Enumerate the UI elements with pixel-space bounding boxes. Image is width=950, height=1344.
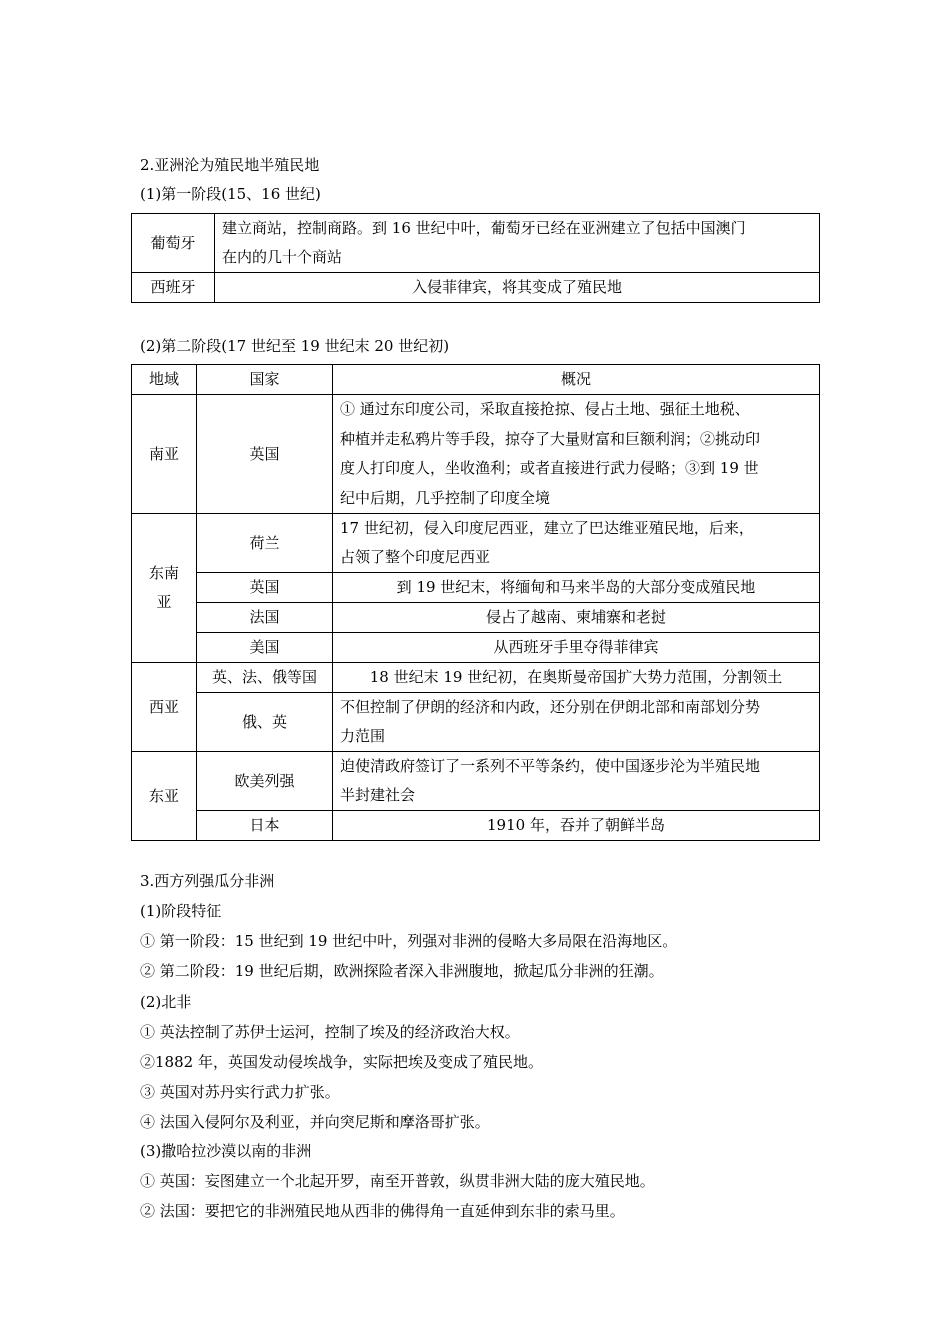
overview-line: 17 世纪初，侵入印度尼西亚，建立了巴达维亚殖民地，后来，	[340, 519, 754, 537]
paragraph-line: ① 英法控制了苏伊士运河，控制了埃及的经济政治大权。	[140, 1023, 520, 1041]
paragraph-line: ② 法国：要把它的非洲殖民地从西非的佛得角一直延伸到东非的索马里。	[140, 1202, 625, 1220]
paragraph-line: ④ 法国入侵阿尔及利亚，并向突尼斯和摩洛哥扩张。	[140, 1113, 490, 1131]
paragraph-line: (2)北非	[140, 993, 192, 1011]
overview-cell	[333, 693, 820, 752]
overview-line: 迫使清政府签订了一系列不平等条约，使中国逐步沦为半殖民地	[340, 757, 761, 775]
country-cell: 美国	[197, 633, 333, 663]
table-row	[132, 573, 820, 603]
table-row	[132, 603, 820, 633]
region-line: 东南	[148, 564, 179, 582]
paragraph-line: ②1882 年，英国发动侵埃战争，实际把埃及变成了殖民地。	[140, 1053, 543, 1071]
paragraph-line: ② 第二阶段：19 世纪后期，欧洲探险者深入非洲腹地，掀起瓜分非洲的狂潮。	[140, 962, 664, 980]
overview-cell	[333, 395, 820, 514]
stage1-title: (1)第一阶段(15、16 世纪)	[140, 185, 321, 203]
table-row	[132, 633, 820, 663]
overview-line: 不但控制了伊朗的经济和内政，还分别在伊朗北部和南部划分势	[340, 698, 761, 716]
table-row	[132, 273, 820, 303]
description-cell	[215, 214, 820, 273]
table-row	[132, 214, 820, 273]
paragraph-line: (1)阶段特征	[140, 902, 222, 920]
overview-cell: 1910 年，吞并了朝鲜半岛	[333, 811, 820, 841]
header-overview: 概况	[333, 365, 820, 395]
country-cell: 葡萄牙	[132, 214, 215, 273]
overview-line: 占领了整个印度尼西亚	[340, 548, 491, 566]
overview-cell: 到 19 世纪末，将缅甸和马来半岛的大部分变成殖民地	[333, 573, 820, 603]
paragraph-line: ③ 英国对苏丹实行武力扩张。	[140, 1083, 340, 1101]
header-country: 国家	[197, 365, 333, 395]
region-line: 亚	[156, 593, 172, 611]
overview-line: ① 通过东印度公司，采取直接抢掠、侵占土地、强征土地税、	[340, 400, 750, 418]
overview-cell: 18 世纪末 19 世纪初，在奥斯曼帝国扩大势力范围，分割领土	[333, 663, 820, 693]
table-row	[132, 752, 820, 811]
paragraph-line: ① 英国：妄图建立一个北起开罗，南至开普敦，纵贯非洲大陆的庞大殖民地。	[140, 1172, 655, 1190]
country-cell: 荷兰	[197, 514, 333, 573]
table-row	[132, 514, 820, 573]
region-cell: 东亚	[132, 752, 197, 841]
table-row	[132, 811, 820, 841]
table-row	[132, 663, 820, 693]
header-region: 地域	[132, 365, 197, 395]
section-heading-asia: 2.亚洲沦为殖民地半殖民地	[140, 156, 320, 174]
paragraph-line: ① 第一阶段：15 世纪到 19 世纪中叶，列强对非洲的侵略大多局限在沿海地区。	[140, 932, 678, 950]
region-cell: 西亚	[132, 663, 197, 752]
overview-line: 度人打印度人，坐收渔利；或者直接进行武力侵略；③到 19 世	[340, 459, 759, 477]
overview-cell	[333, 752, 820, 811]
country-cell: 日本	[197, 811, 333, 841]
overview-cell	[333, 514, 820, 573]
overview-line: 力范围	[340, 727, 386, 745]
country-cell: 英国	[197, 573, 333, 603]
table-row	[132, 693, 820, 752]
overview-cell: 侵占了越南、柬埔寨和老挝	[333, 603, 820, 633]
overview-line: 纪中后期，几乎控制了印度全境	[340, 488, 551, 507]
section-heading-africa: 3.西方列强瓜分非洲	[140, 872, 275, 890]
country-cell: 法国	[197, 603, 333, 633]
overview-cell: 从西班牙手里夺得菲律宾	[333, 633, 820, 663]
stage1-table	[131, 213, 820, 303]
country-cell: 英国	[197, 395, 333, 514]
country-cell: 西班牙	[132, 273, 215, 303]
paragraph-line: (3)撒哈拉沙漠以南的非洲	[140, 1142, 312, 1160]
region-cell: 南亚	[132, 395, 197, 514]
stage2-title: (2)第二阶段(17 世纪至 19 世纪末 20 世纪初)	[140, 337, 450, 355]
description-cell: 入侵菲律宾，将其变成了殖民地	[215, 273, 820, 303]
table-header-row	[132, 365, 820, 395]
country-cell: 欧美列强	[197, 752, 333, 811]
description-line: 在内的几十个商站	[222, 248, 343, 266]
stage2-table	[131, 364, 820, 841]
country-cell: 英、法、俄等国	[197, 663, 333, 693]
overview-line: 种植并走私鸦片等手段，掠夺了大量财富和巨额利润；②挑动印	[340, 429, 761, 448]
table-row	[132, 395, 820, 514]
region-cell	[132, 514, 197, 663]
country-cell: 俄、英	[197, 693, 333, 752]
overview-line: 半封建社会	[340, 786, 416, 804]
description-line: 建立商站，控制商路。到 16 世纪中叶，葡萄牙已经在亚洲建立了包括中国澳门	[222, 219, 746, 237]
